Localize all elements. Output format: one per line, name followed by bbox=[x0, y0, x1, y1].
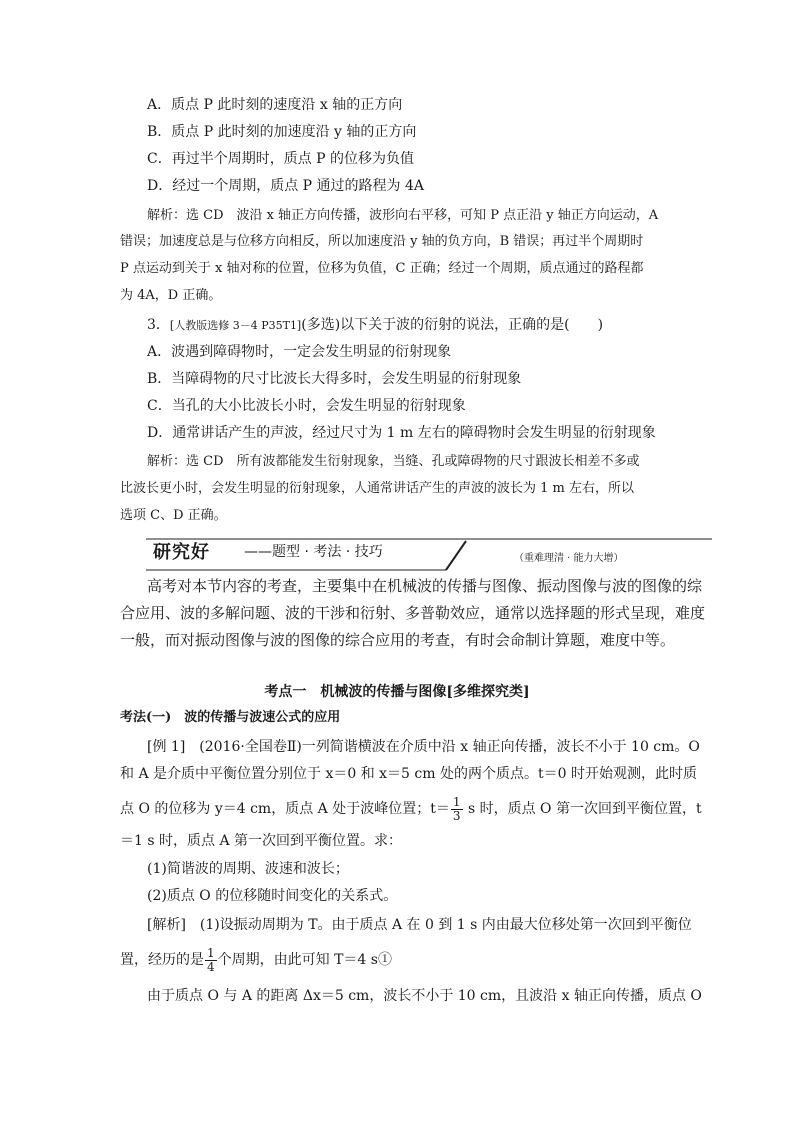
intro-line: 合应用、波的多解问题、波的干涉和衍射、多普勒效应，通常以选择题的形式呈现，难度 bbox=[120, 604, 706, 622]
fraction-numerator: 1 bbox=[207, 945, 215, 960]
solution-q2-line: P 点运动到关于 x 轴对称的位置，位移为负值，C 正确；经过一个周期，质点通过的路程都 bbox=[120, 261, 644, 276]
fraction-one-quarter bbox=[205, 947, 217, 974]
example-question: (1)简谐波的周期、波速和波长； bbox=[147, 861, 349, 877]
example-text: 点 O 的位移为 y＝4 cm，质点 A 处于波峰位置；t＝ bbox=[120, 801, 450, 817]
analysis-line-with-fraction bbox=[120, 945, 392, 975]
option-c-q3: C．当孔的大小比波长小时，会发生明显的衍射现象 bbox=[147, 398, 466, 414]
analysis-line: [解析] (1)设振动周期为 T。由于质点 A 在 0 到 1 s 内由最大位移处第一次回到平衡位 bbox=[147, 917, 692, 933]
option-d-q2: D．经过一个周期，质点 P 通过的路程为 4A bbox=[147, 178, 425, 194]
banner-note: （重难理清 · 能力大增） bbox=[514, 553, 624, 564]
section-title: 考点一 机械波的传播与图像[多维探究类] bbox=[264, 684, 530, 700]
intro-line: 高考对本节内容的考查，主要集中在机械波的传播与图像、振动图像与波的图像的综 bbox=[147, 577, 703, 595]
banner-subtitle: ——题型 · 考法 · 技巧 bbox=[244, 544, 383, 560]
option-a-q3: A．波遇到障碍物时，一定会发生明显的衍射现象 bbox=[147, 344, 452, 360]
fraction-one-third bbox=[451, 796, 463, 823]
option-c-q2: C．再过半个周期时，质点 P 的位移为负值 bbox=[147, 151, 415, 167]
banner-decoration bbox=[146, 537, 712, 571]
banner-title: 研究好 bbox=[153, 542, 210, 563]
example-line: 和 A 是介质中平衡位置分别位于 x＝0 和 x＝5 cm 处的两个质点。t＝0 时开始观测，此时质 bbox=[120, 766, 697, 782]
question-text: (多选)以下关于波的衍射的说法，正确的是( ) bbox=[301, 317, 604, 333]
option-b-q3: B．当障碍物的尺寸比波长大得多时，会发生明显的衍射现象 bbox=[147, 371, 522, 387]
fraction-denominator: 3 bbox=[452, 808, 461, 823]
analysis-text: 个周期，由此可知 T＝4 s① bbox=[217, 952, 392, 968]
example-text: s 时，质点 O 第一次回到平衡位置，t bbox=[463, 801, 702, 817]
option-a-q2: A．质点 P 此时刻的速度沿 x 轴的正方向 bbox=[147, 97, 403, 113]
option-b-q2: B．质点 P 此时刻的加速度沿 y 轴的正方向 bbox=[147, 124, 417, 140]
solution-q3-line: 比波长更小时，会发生明显的衍射现象，人通常讲话产生的声波的波长为 1 m 左右，所以 bbox=[120, 481, 634, 496]
solution-q2-line: 解析：选 CD 波沿 x 轴正方向传播，波形向右平移，可知 P 点正沿 y 轴正方向运动，A bbox=[147, 208, 659, 223]
solution-q3-line: 解析：选 CD 所有波都能发生衍射现象，当缝、孔或障碍物的尺寸跟波长相差不多或 bbox=[147, 454, 640, 469]
example-question: (2)质点 O 的位移随时间变化的关系式。 bbox=[147, 888, 398, 904]
fraction-numerator: 1 bbox=[452, 794, 461, 809]
solution-q2-line: 为 4A，D 正确。 bbox=[120, 288, 222, 303]
question-3 bbox=[147, 316, 603, 335]
question-number: 3． bbox=[147, 317, 170, 333]
intro-line: 一般，而对振动图像与波的图像的综合应用的考查，有时会命制计算题，难度中等。 bbox=[120, 631, 676, 649]
solution-q2-line: 错误；加速度总是与位移方向相反，所以加速度沿 y 轴的负方向，B 错误；再过半个周期时 bbox=[120, 234, 644, 249]
analysis-text: 置，经历的是 bbox=[120, 952, 204, 968]
section-banner bbox=[146, 537, 712, 571]
fraction-denominator: 4 bbox=[207, 959, 215, 974]
option-d-q3: D．通常讲话产生的声波，经过尺寸为 1 m 左右的障碍物时会发生明显的衍射现象 bbox=[147, 425, 656, 441]
method-title: 考法(一) 波的传播与波速公式的应用 bbox=[120, 710, 341, 725]
analysis-line: 由于质点 O 与 A 的距离 Δx＝5 cm，波长不小于 10 cm，且波沿 x 轴正向传播，质点 O bbox=[147, 988, 702, 1004]
question-source-tag: [人教版选修 3－4 P35T1] bbox=[169, 319, 302, 332]
example-line: [例 1] (2016·全国卷Ⅱ)一列简谐横波在介质中沿 x 轴正向传播，波长不小于 10 cm。O bbox=[147, 739, 700, 755]
example-line: ＝1 s 时，质点 A 第一次回到平衡位置。求： bbox=[120, 833, 403, 849]
example-line-with-fraction bbox=[120, 794, 702, 824]
solution-q3-line: 选项 C、D 正确。 bbox=[120, 508, 227, 523]
